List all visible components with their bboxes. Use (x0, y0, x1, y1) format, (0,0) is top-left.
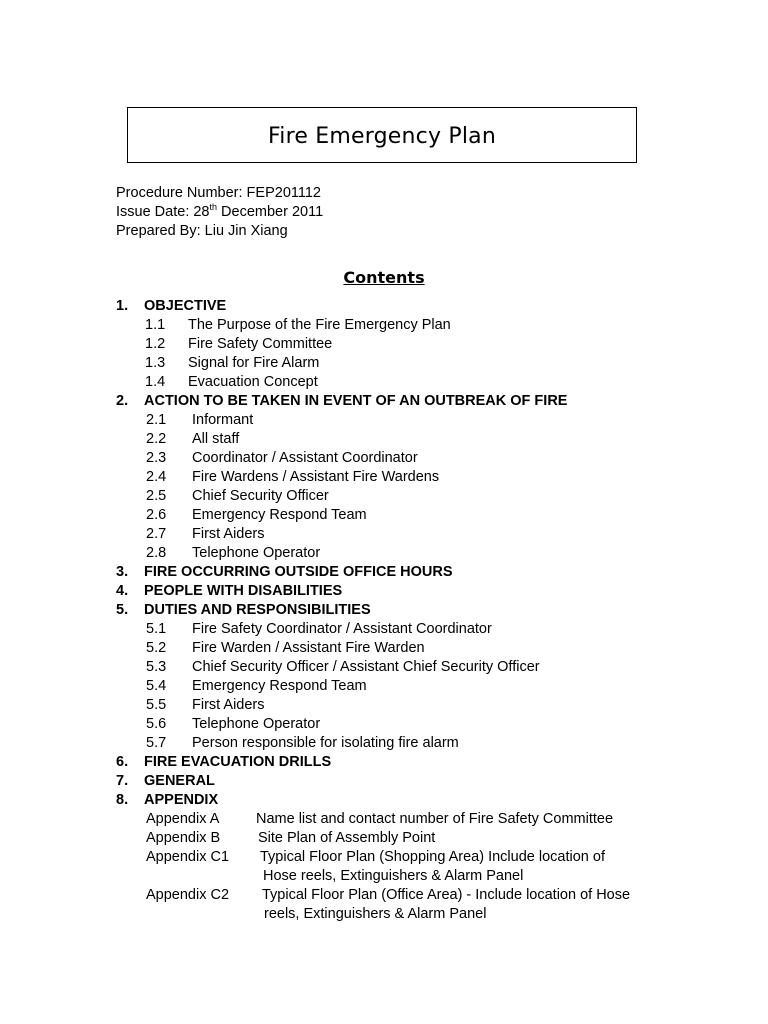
item-title: Fire Warden / Assistant Fire Warden (192, 640, 425, 656)
toc-item (116, 316, 736, 335)
item-title: Fire Wardens / Assistant Fire Wardens (192, 469, 440, 485)
appendix-title-continued: Hose reels, Extinguishers & Alarm Panel (263, 868, 524, 884)
section-number: 2. (116, 393, 129, 409)
item-number: 2.4 (146, 469, 167, 485)
section-title: GENERAL (144, 773, 215, 789)
toc-item (116, 734, 736, 753)
item-title: Informant (192, 412, 254, 428)
item-title: Telephone Operator (192, 716, 321, 732)
title-box (127, 107, 637, 163)
item-title: Coordinator / Assistant Coordinator (192, 450, 418, 466)
item-title: Fire Safety Committee (188, 336, 333, 352)
section-number: 4. (116, 583, 129, 599)
toc-appendix-item (116, 848, 736, 867)
toc-appendix-item (116, 810, 736, 829)
document-title: Fire Emergency Plan (268, 123, 496, 149)
procedure-number: Procedure Number: FEP201112 (116, 185, 321, 201)
section-number: 5. (116, 602, 129, 618)
toc-section (116, 753, 736, 772)
section-title: FIRE OCCURRING OUTSIDE OFFICE HOURS (144, 564, 453, 580)
appendix-number: Appendix B (146, 830, 221, 846)
toc-item (116, 335, 736, 354)
item-title: First Aiders (192, 697, 265, 713)
section-number: 1. (116, 298, 129, 314)
item-title: First Aiders (192, 526, 265, 542)
item-title: Signal for Fire Alarm (188, 355, 320, 371)
item-number: 2.5 (146, 488, 167, 504)
toc-item (116, 430, 736, 449)
item-number: 5.1 (146, 621, 167, 637)
item-number: 2.1 (146, 412, 167, 428)
section-title: DUTIES AND RESPONSIBILITIES (144, 602, 371, 618)
section-number: 7. (116, 773, 129, 789)
item-number: 5.2 (146, 640, 167, 656)
toc-section (116, 582, 736, 601)
section-number: 6. (116, 754, 129, 770)
toc-item (116, 639, 736, 658)
toc-item (116, 715, 736, 734)
toc-item (116, 449, 736, 468)
item-number: 5.5 (146, 697, 167, 713)
toc-section (116, 601, 736, 620)
issue-date-suffix: December 2011 (217, 204, 324, 220)
item-title: Emergency Respond Team (192, 678, 367, 694)
toc-section (116, 392, 736, 411)
toc-section (116, 791, 736, 810)
item-number: 2.3 (146, 450, 167, 466)
item-title: The Purpose of the Fire Emergency Plan (188, 317, 451, 333)
appendix-title: Name list and contact number of Fire Safety Committee (256, 811, 614, 827)
table-of-contents (116, 297, 736, 924)
toc-item (116, 525, 736, 544)
appendix-number: Appendix C2 (146, 887, 230, 903)
toc-item (116, 373, 736, 392)
section-title: APPENDIX (144, 792, 219, 808)
item-number: 1.1 (145, 317, 166, 333)
item-number: 5.6 (146, 716, 167, 732)
item-number: 5.3 (146, 659, 167, 675)
issue-date (116, 203, 323, 222)
item-number: 5.4 (146, 678, 167, 694)
item-number: 2.8 (146, 545, 167, 561)
section-title: PEOPLE WITH DISABILITIES (144, 583, 343, 599)
appendix-title-continued: reels, Extinguishers & Alarm Panel (264, 906, 487, 922)
toc-item (116, 411, 736, 430)
item-number: 5.7 (146, 735, 167, 751)
item-number: 1.3 (145, 355, 166, 371)
toc-section (116, 563, 736, 582)
item-title: Emergency Respond Team (192, 507, 367, 523)
appendix-number: Appendix A (146, 811, 220, 827)
toc-item (116, 468, 736, 487)
item-title: Telephone Operator (192, 545, 321, 561)
toc-appendix-item (116, 886, 736, 905)
document-meta (116, 184, 323, 241)
section-number: 8. (116, 792, 129, 808)
issue-date-prefix: Issue Date: 28 (116, 204, 210, 220)
item-title: Person responsible for isolating fire alarm (192, 735, 459, 751)
item-number: 1.2 (145, 336, 166, 352)
appendix-title: Typical Floor Plan (Shopping Area) Include location of (260, 849, 605, 865)
contents-heading: Contents (343, 268, 425, 287)
toc-section (116, 772, 736, 791)
toc-item (116, 677, 736, 696)
prepared-by: Prepared By: Liu Jin Xiang (116, 223, 288, 239)
toc-item (116, 487, 736, 506)
appendix-title: Site Plan of Assembly Point (258, 830, 436, 846)
item-title: Fire Safety Coordinator / Assistant Coordinator (192, 621, 492, 637)
toc-item (116, 696, 736, 715)
item-title: Chief Security Officer / Assistant Chief Security Officer (192, 659, 540, 675)
toc-appendix-item (116, 829, 736, 848)
section-title: OBJECTIVE (144, 298, 227, 314)
issue-date-ordinal: th (209, 202, 218, 213)
item-title: Chief Security Officer (192, 488, 329, 504)
appendix-title: Typical Floor Plan (Office Area) - Include location of Hose (262, 887, 631, 903)
item-number: 2.2 (146, 431, 167, 447)
toc-item (116, 658, 736, 677)
toc-item (116, 506, 736, 525)
section-title: FIRE EVACUATION DRILLS (144, 754, 332, 770)
item-number: 2.6 (146, 507, 167, 523)
section-number: 3. (116, 564, 129, 580)
section-title: ACTION TO BE TAKEN IN EVENT OF AN OUTBREAK OF FIRE (144, 393, 568, 409)
item-number: 1.4 (145, 374, 166, 390)
toc-item (116, 544, 736, 563)
toc-item (116, 620, 736, 639)
item-number: 2.7 (146, 526, 167, 542)
appendix-number: Appendix C1 (146, 849, 230, 865)
toc-item (116, 354, 736, 373)
item-title: All staff (192, 431, 240, 447)
item-title: Evacuation Concept (188, 374, 318, 390)
toc-section (116, 297, 736, 316)
